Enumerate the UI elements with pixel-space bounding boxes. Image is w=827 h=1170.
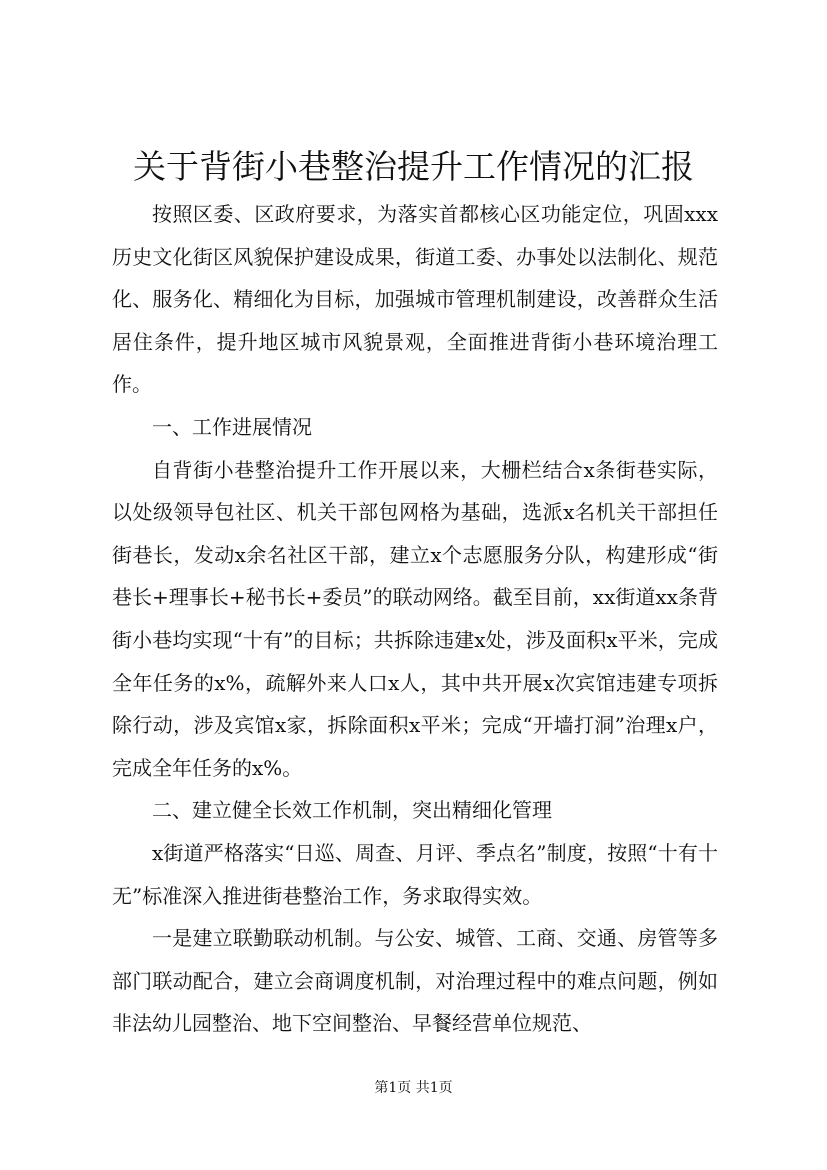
section-heading-progress: 一、工作进展情况 [152, 414, 312, 439]
document-body [112, 193, 718, 1045]
paragraph-intro: 按照区委、区政府要求，为落实首都核心区功能定位，巩固xxx历史文化街区风貌保护建设成果，街道工委、办事处以法制化、规范化、服务化、精细化为目标，加强城市管理机制建设，改善群众生活居住条件，提升地区城市风貌景观，全面推进背街小巷环境治理工作。 [112, 202, 718, 397]
paragraph-progress: 自背街小巷整治提升工作开展以来，大栅栏结合x条街巷实际，以处级领导包社区、机关干部包网格为基础，选派x名机关干部担任街巷长，发动x余名社区干部，建立x个志愿服务分队，构建形成“街巷长+理事长+秘书长+委员”的联动网络。截至目前，xx街道xx条背街小巷均实现“十有”的目标；共拆除违建x处，涉及面积x平米，完成全年任务的x%，疏解外来人口x人，其中共开展x次宾馆违建专项拆除行动，涉及宾馆x家，拆除面积x平米；完成“开墙打洞”治理x户，完成全年任务的x%。 [112, 457, 718, 780]
section-heading-mechanism: 二、建立健全长效工作机制，突出精细化管理 [152, 798, 552, 823]
paragraph-mechanism: x街道严格落实“日巡、周查、月评、季点名”制度，按照“十有十无”标准深入推进街巷整治工作，务求取得实效。 [112, 840, 718, 908]
paragraph-joint-linkage: 一是建立联勤联动机制。与公安、城管、工商、交通、房管等多部门联动配合，建立会商调度机制，对治理过程中的难点问题，例如非法幼儿园整治、地下空间整治、早餐经营单位规范、 [112, 926, 718, 1036]
document-title: 关于背街小巷整治提升工作情况的汇报 [133, 147, 694, 186]
page-footer: 第1页 共1页 [374, 1080, 453, 1096]
